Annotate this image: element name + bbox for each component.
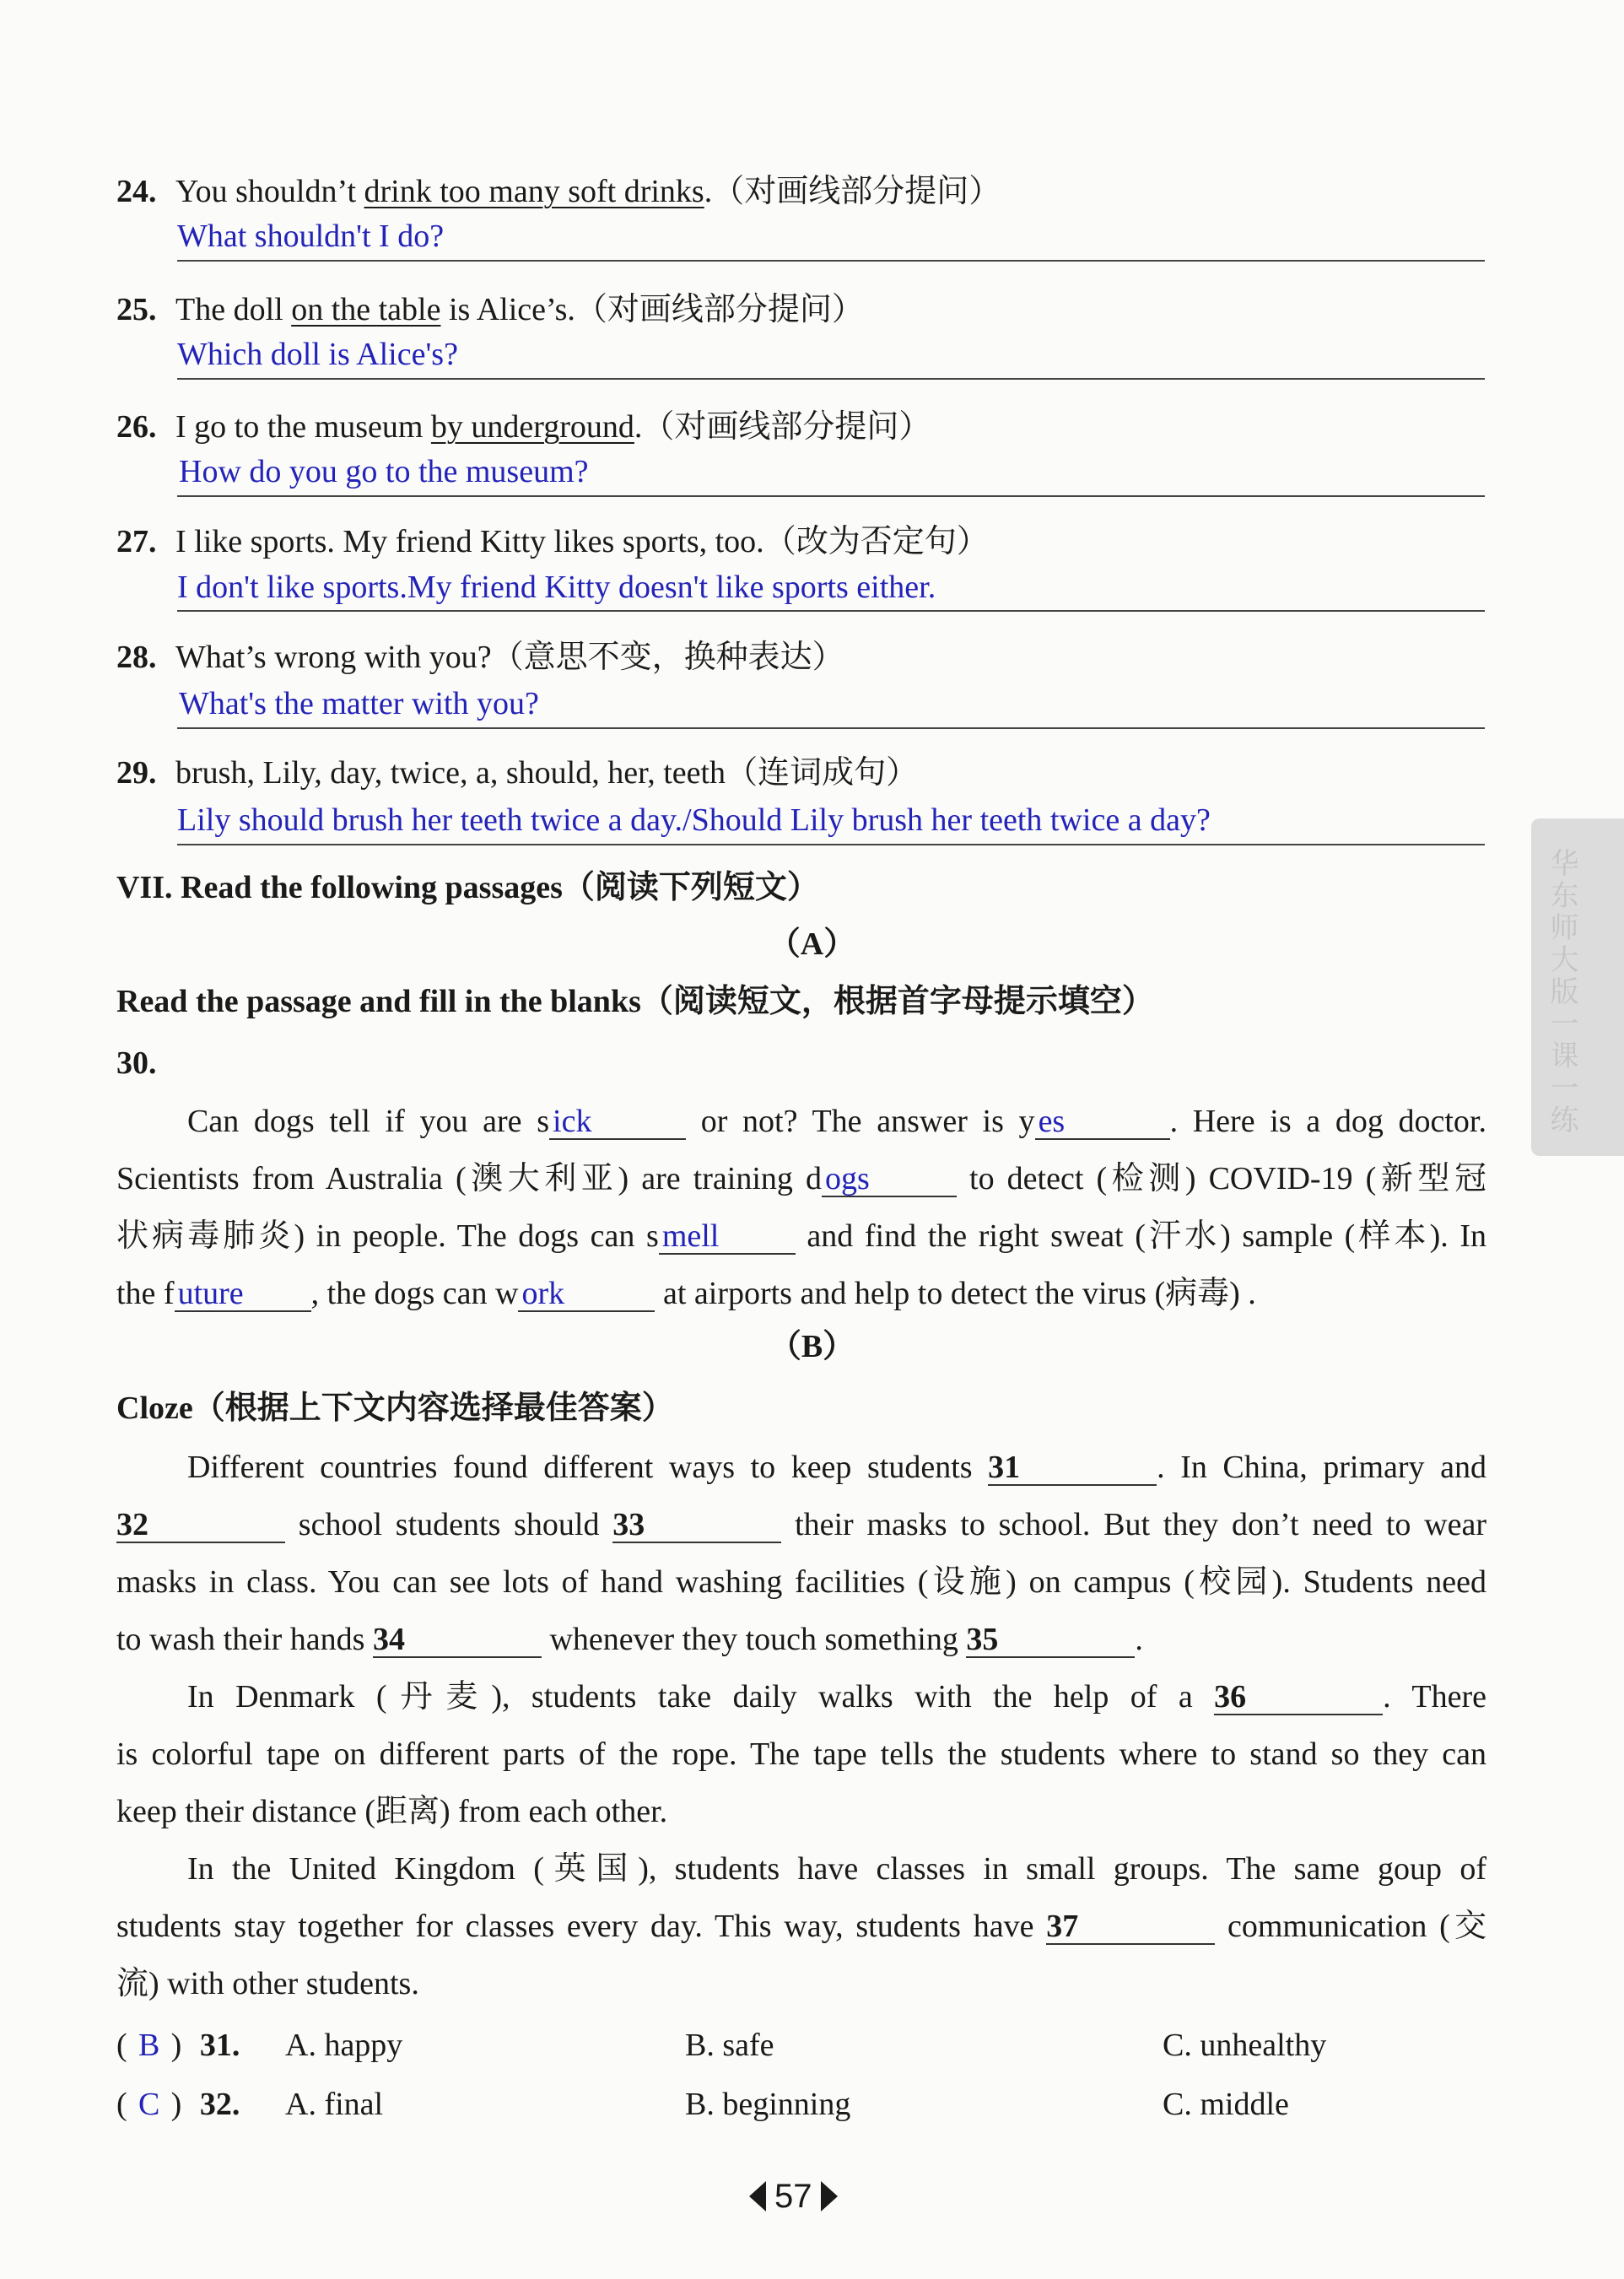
question-24: 24. You shouldn’t drink too many soft drinks.（对画线部分提问） <box>116 174 1001 209</box>
passage-a-line-2: Scientists from Australia (澳大利亚) are training d ogs to detect (检测) COVID-19 (新型冠 <box>116 1161 1487 1196</box>
section-heading: VII. Read the following passages（阅读下列短文） <box>116 870 819 905</box>
option-32-b[interactable]: B. beginning <box>685 2087 851 2122</box>
cloze-blank-31: 31 <box>988 1450 1157 1486</box>
question-28: 28. What’s wrong with you?（意思不变，换种表达） <box>116 640 844 675</box>
fill-blank-6[interactable]: ork <box>518 1277 655 1312</box>
cloze-line-10: 流) with other students. <box>116 1966 419 2001</box>
fill-blank-4[interactable]: mell <box>659 1219 796 1255</box>
question-26: 26. I go to the museum by underground.（对画线部分提问） <box>116 409 931 445</box>
question-25: 25. The doll on the table is Alice’s.（对画线部分提问） <box>116 292 864 327</box>
cloze-line-6: is colorful tape on different parts of the rope. The tape tells the students where to stand so they can <box>116 1736 1486 1772</box>
page-number-group <box>749 2175 838 2217</box>
passage-a-line-4: the f uture , the dogs can w ork at airports and help to detect the virus (病毒) . <box>116 1276 1256 1311</box>
side-tab-label: 华东师大版一课一练 <box>1545 848 1578 1137</box>
option-row-31: ( B ) 31. <box>116 2025 240 2066</box>
option-31-b[interactable]: B. safe <box>685 2028 774 2063</box>
answer-line-24 <box>177 260 1485 262</box>
option-row-32: ( C ) 32. <box>116 2084 240 2125</box>
answer-24: What shouldn't I do? <box>177 219 445 254</box>
cloze-line-7: keep their distance (距离) from each other. <box>116 1794 668 1829</box>
cloze-blank-32: 32 <box>116 1508 285 1543</box>
fill-blank-3[interactable]: ogs <box>822 1162 957 1197</box>
option-32-c[interactable]: C. middle <box>1163 2087 1289 2122</box>
cloze-blank-34: 34 <box>373 1623 542 1658</box>
part-b-label: （B） <box>769 1329 855 1364</box>
cloze-line-5: In Denmark (丹麦), students take daily walks with the help of a 36 . There <box>187 1679 1487 1715</box>
fill-blank-1[interactable]: ick <box>549 1104 686 1140</box>
fill-blank-5[interactable]: uture <box>175 1277 311 1312</box>
answer-26: How do you go to the museum? <box>179 454 589 489</box>
answer-28: What's the matter with you? <box>179 686 539 721</box>
cloze-line-2: 32 school students should 33 their masks to school. But they don’t need to wear <box>116 1507 1487 1542</box>
answer-25: Which doll is Alice's? <box>177 337 458 372</box>
part-a-label: （A） <box>768 926 856 962</box>
option-32-a[interactable]: A. final <box>285 2087 384 2122</box>
next-arrow-icon <box>821 2181 838 2211</box>
answer-line-29 <box>177 844 1485 845</box>
fill-blank-2[interactable]: es <box>1035 1104 1170 1140</box>
cloze-line-9: students stay together for classes every day. This way, students have 37 communication (交 <box>116 1909 1487 1944</box>
question-30-number: 30. <box>116 1045 157 1081</box>
answer-32: C <box>138 2087 160 2122</box>
option-31-c[interactable]: C. unhealthy <box>1163 2028 1327 2063</box>
answer-line-27 <box>177 610 1485 612</box>
cloze-blank-36: 36 <box>1214 1680 1383 1715</box>
part-a-instructions: Read the passage and fill in the blanks（阅读短文，根据首字母提示填空） <box>116 984 1154 1019</box>
cloze-line-4: to wash their hands 34 whenever they touch something 35 . <box>116 1622 1143 1657</box>
cloze-line-3: masks in class. You can see lots of hand washing facilities (设施) on campus (校园). Students need <box>116 1564 1486 1600</box>
cloze-line-8: In the United Kingdom (英国), students have classes in small groups. The same goup of <box>187 1851 1486 1887</box>
answer-line-25 <box>177 378 1485 380</box>
passage-a-line-3: 状病毒肺炎) in people. The dogs can s mell and find the right sweat (汗水) sample (样本). In <box>116 1218 1487 1254</box>
answer-31: B <box>138 2028 160 2063</box>
cloze-line-1: Different countries found different ways to keep students 31 . In China, primary and <box>187 1450 1486 1485</box>
page-number: 57 <box>774 2178 812 2215</box>
prev-arrow-icon <box>749 2181 766 2211</box>
option-31-a[interactable]: A. happy <box>285 2028 403 2063</box>
answer-27: I don't like sports.My friend Kitty doesn't like sports either. <box>177 570 936 605</box>
answer-line-26 <box>177 495 1485 497</box>
passage-a-line-1: Can dogs tell if you are s ick or not? The answer is y es . Here is a dog doctor. <box>187 1104 1486 1139</box>
cloze-blank-35: 35 <box>966 1623 1135 1658</box>
part-b-instructions: Cloze（根据上下文内容选择最佳答案） <box>116 1391 674 1426</box>
cloze-blank-37: 37 <box>1046 1909 1215 1945</box>
question-29: 29. brush, Lily, day, twice, a, should, her, teeth（连词成句） <box>116 755 919 791</box>
answer-line-28 <box>177 727 1485 729</box>
cloze-blank-33: 33 <box>612 1508 781 1543</box>
answer-29: Lily should brush her teeth twice a day./Should Lily brush her teeth twice a day? <box>177 802 1211 838</box>
question-27: 27. I like sports. My friend Kitty likes sports, too.（改为否定句） <box>116 524 989 559</box>
